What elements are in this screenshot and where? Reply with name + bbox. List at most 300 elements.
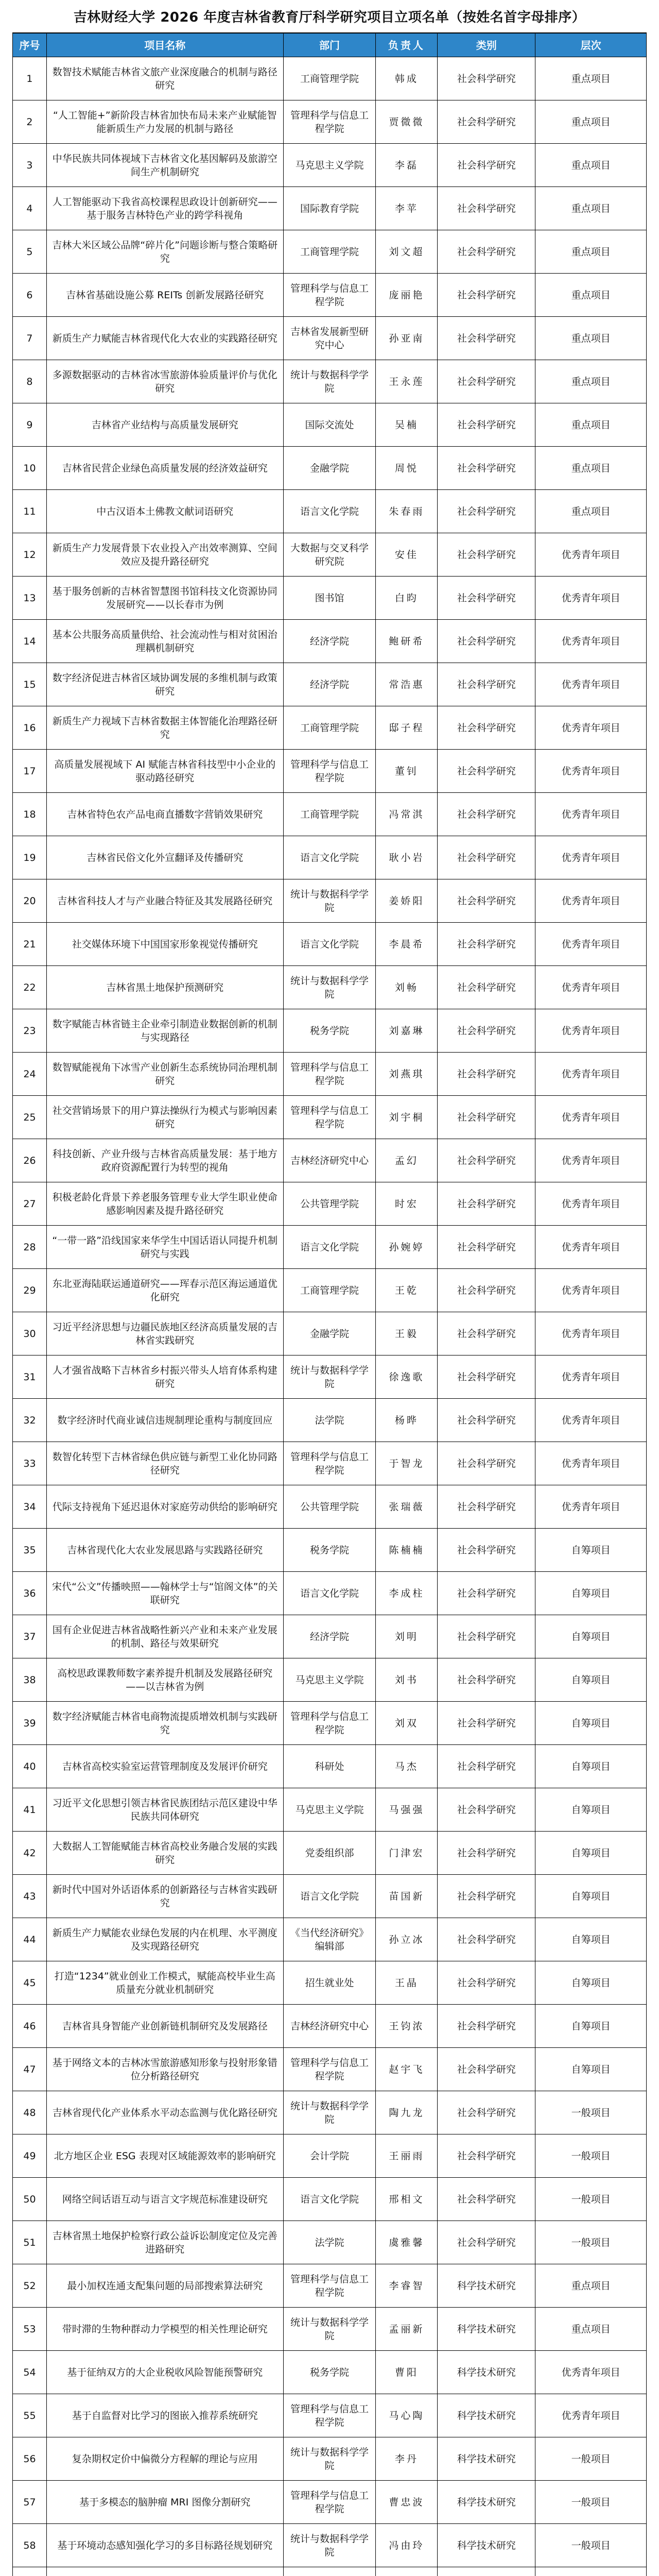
cell-title: 数智化转型下吉林省绿色供应链与新型工业化协同路径研究 <box>47 1442 284 1485</box>
table-row <box>13 1615 647 1658</box>
cell-level: 重点项目 <box>535 2264 647 2308</box>
cell-dept: 科研处 <box>284 1745 376 1788</box>
table-row <box>13 1745 647 1788</box>
cell-lead: 曹忠波 <box>376 2481 438 2524</box>
header-dept: 部门 <box>284 33 376 57</box>
cell-lead: 曹阳 <box>376 2351 438 2394</box>
cell-category: 社会科学研究 <box>438 2091 535 2134</box>
cell-title: 新质生产力视域下吉林省数据主体智能化治理路径研究 <box>47 706 284 750</box>
cell-no: 6 <box>13 274 47 317</box>
cell-no: 8 <box>13 360 47 403</box>
cell-lead: 李磊 <box>376 144 438 187</box>
cell-lead: 鲍研希 <box>376 620 438 663</box>
cell-lead: 白昀 <box>376 577 438 620</box>
cell-lead: 赵宇飞 <box>376 2048 438 2091</box>
cell-dept: 吉林经济研究中心 <box>284 1139 376 1182</box>
table-row <box>13 1918 647 1961</box>
cell-lead <box>376 2567 438 2576</box>
cell-title: 复杂期权定价中偏微分方程解的理论与应用 <box>47 2437 284 2481</box>
cell-level: 优秀青年项目 <box>535 1312 647 1355</box>
cell-title: 积极老龄化背景下养老服务管理专业大学生职业使命感影响因素及提升路径研究 <box>47 1182 284 1226</box>
cell-category: 社会科学研究 <box>438 1788 535 1832</box>
cell-dept: 语言文化学院 <box>284 1875 376 1918</box>
cell-lead: 邸子程 <box>376 706 438 750</box>
cell-title: 吉林省黑土地保护预测研究 <box>47 966 284 1009</box>
cell-no: 37 <box>13 1615 47 1658</box>
cell-dept: 法学院 <box>284 1399 376 1442</box>
cell-level: 优秀青年项目 <box>535 2394 647 2437</box>
cell-title: “一带一路”沿线国家来华学生中国话语认同提升机制研究与实践 <box>47 1226 284 1269</box>
cell-lead: 徐逸歌 <box>376 1355 438 1399</box>
cell-category: 科学技术研究 <box>438 2481 535 2524</box>
cell-category: 社会科学研究 <box>438 1658 535 1702</box>
cell-level: 自筹项目 <box>535 1615 647 1658</box>
cell-dept <box>284 2567 376 2576</box>
cell-no: 58 <box>13 2524 47 2567</box>
cell-no: 47 <box>13 2048 47 2091</box>
cell-category: 社会科学研究 <box>438 1485 535 1529</box>
cell-dept: 管理科学与信息工程学院 <box>284 1702 376 1745</box>
cell-title: 中华民族共同体视域下吉林省文化基因解码及旅游空间生产机制研究 <box>47 144 284 187</box>
table-row <box>13 2524 647 2567</box>
cell-dept: 税务学院 <box>284 2351 376 2394</box>
cell-category: 科学技术研究 <box>438 2264 535 2308</box>
cell-no: 49 <box>13 2134 47 2178</box>
cell-level: 自筹项目 <box>535 2005 647 2048</box>
cell-category: 社会科学研究 <box>438 1009 535 1053</box>
cell-title: 习近平经济思想与边疆民族地区经济高质量发展的吉林省实践研究 <box>47 1312 284 1355</box>
cell-category: 社会科学研究 <box>438 57 535 100</box>
cell-dept: 统计与数据科学学院 <box>284 2091 376 2134</box>
cell-no: 15 <box>13 663 47 706</box>
cell-title: 数智技术赋能吉林省文旅产业深度融合的机制与路径研究 <box>47 57 284 100</box>
cell-dept: 图书馆 <box>284 577 376 620</box>
cell-category: 社会科学研究 <box>438 1312 535 1355</box>
table-row <box>13 2437 647 2481</box>
cell-lead: 王永莲 <box>376 360 438 403</box>
table-row <box>13 2005 647 2048</box>
cell-lead: 李晨希 <box>376 923 438 966</box>
cell-title: 最小加权连通支配集问题的局部搜索算法研究 <box>47 2264 284 2308</box>
cell-dept: 工商管理学院 <box>284 230 376 274</box>
cell-lead: 周悦 <box>376 447 438 490</box>
cell-level: 优秀青年项目 <box>535 1139 647 1182</box>
cell-no: 28 <box>13 1226 47 1269</box>
table-row <box>13 1485 647 1529</box>
table-row <box>13 1269 647 1312</box>
table-row <box>13 2567 647 2576</box>
cell-no: 39 <box>13 1702 47 1745</box>
cell-lead: 耿小岩 <box>376 836 438 879</box>
table-row <box>13 1226 647 1269</box>
cell-dept: 党委组织部 <box>284 1832 376 1875</box>
cell-title <box>47 2567 284 2576</box>
cell-no: 16 <box>13 706 47 750</box>
cell-category: 社会科学研究 <box>438 1745 535 1788</box>
cell-category: 社会科学研究 <box>438 1182 535 1226</box>
cell-category: 社会科学研究 <box>438 403 535 447</box>
cell-dept: 马克思主义学院 <box>284 1788 376 1832</box>
table-row <box>13 2481 647 2524</box>
cell-no: 44 <box>13 1918 47 1961</box>
cell-title: 基本公共服务高质量供给、社会流动性与相对贫困治理耦机制研究 <box>47 620 284 663</box>
table-header-row <box>13 33 647 57</box>
cell-level <box>535 2567 647 2576</box>
cell-no: 52 <box>13 2264 47 2308</box>
cell-dept: 税务学院 <box>284 1009 376 1053</box>
table-row <box>13 57 647 100</box>
cell-lead: 王乾 <box>376 1269 438 1312</box>
table-row <box>13 577 647 620</box>
cell-lead: 孙立冰 <box>376 1918 438 1961</box>
cell-no: 7 <box>13 317 47 360</box>
cell-category: 社会科学研究 <box>438 1918 535 1961</box>
cell-level: 优秀青年项目 <box>535 706 647 750</box>
cell-dept: 管理科学与信息工程学院 <box>284 750 376 793</box>
cell-lead: 门津宏 <box>376 1832 438 1875</box>
cell-category: 科学技术研究 <box>438 2351 535 2394</box>
cell-no: 12 <box>13 533 47 577</box>
table-row <box>13 2221 647 2264</box>
cell-level: 优秀青年项目 <box>535 1009 647 1053</box>
cell-level: 重点项目 <box>535 57 647 100</box>
cell-category: 社会科学研究 <box>438 1832 535 1875</box>
table-row <box>13 1572 647 1615</box>
cell-lead: 刘双 <box>376 1702 438 1745</box>
cell-no: 17 <box>13 750 47 793</box>
cell-dept: 语言文化学院 <box>284 923 376 966</box>
cell-category: 社会科学研究 <box>438 879 535 923</box>
cell-lead: 王毅 <box>376 1312 438 1355</box>
table-row <box>13 2351 647 2394</box>
cell-level: 自筹项目 <box>535 1658 647 1702</box>
cell-category: 社会科学研究 <box>438 100 535 144</box>
table-row <box>13 2048 647 2091</box>
cell-category: 社会科学研究 <box>438 1442 535 1485</box>
cell-lead: 李成柱 <box>376 1572 438 1615</box>
cell-title: 北方地区企业 ESG 表现对区域能源效率的影响研究 <box>47 2134 284 2178</box>
cell-category: 社会科学研究 <box>438 663 535 706</box>
cell-lead: 安佳 <box>376 533 438 577</box>
cell-level: 优秀青年项目 <box>535 577 647 620</box>
cell-category: 社会科学研究 <box>438 2005 535 2048</box>
header-no: 序号 <box>13 33 47 57</box>
cell-no: 22 <box>13 966 47 1009</box>
cell-title: 吉林省民俗文化外宣翻译及传播研究 <box>47 836 284 879</box>
cell-level: 优秀青年项目 <box>535 923 647 966</box>
cell-dept: 统计与数据科学学院 <box>284 966 376 1009</box>
cell-title: 带时滞的生物种群动力学模型的相关性理论研究 <box>47 2308 284 2351</box>
cell-dept: 语言文化学院 <box>284 2178 376 2221</box>
cell-title: 吉林省高校实验室运营管理制度及发展评价研究 <box>47 1745 284 1788</box>
cell-lead: 邢相文 <box>376 2178 438 2221</box>
cell-lead: 姜娇阳 <box>376 879 438 923</box>
cell-lead: 杨晔 <box>376 1399 438 1442</box>
cell-no: 11 <box>13 490 47 533</box>
cell-title: 中古汉语本土佛教文献词语研究 <box>47 490 284 533</box>
cell-lead: 吴楠 <box>376 403 438 447</box>
cell-dept: 法学院 <box>284 2221 376 2264</box>
cell-category: 科学技术研究 <box>438 2437 535 2481</box>
cell-no: 27 <box>13 1182 47 1226</box>
cell-level: 重点项目 <box>535 230 647 274</box>
table-row <box>13 1182 647 1226</box>
cell-title: 打造“1234”就业创业工作模式，赋能高校毕业生高质量充分就业机制研究 <box>47 1961 284 2005</box>
cell-category: 社会科学研究 <box>438 317 535 360</box>
cell-lead: 刘畅 <box>376 966 438 1009</box>
cell-dept: 语言文化学院 <box>284 1572 376 1615</box>
cell-dept: 管理科学与信息工程学院 <box>284 100 376 144</box>
cell-no: 10 <box>13 447 47 490</box>
cell-dept: 统计与数据科学学院 <box>284 1355 376 1399</box>
cell-level: 优秀青年项目 <box>535 1442 647 1485</box>
cell-level: 自筹项目 <box>535 2048 647 2091</box>
table-row <box>13 144 647 187</box>
cell-dept: 语言文化学院 <box>284 490 376 533</box>
cell-lead: 张瑞薇 <box>376 1485 438 1529</box>
cell-title: 吉林省基础设施公募 REITs 创新发展路径研究 <box>47 274 284 317</box>
table-row <box>13 1096 647 1139</box>
cell-title: 高校思政课教师数字素养提升机制及发展路径研究——以吉林省为例 <box>47 1658 284 1702</box>
cell-level: 一般项目 <box>535 2221 647 2264</box>
cell-title: 东北亚海陆联运通道研究——珲春示范区海运通道优化研究 <box>47 1269 284 1312</box>
cell-level: 优秀青年项目 <box>535 1269 647 1312</box>
cell-lead: 陶九龙 <box>376 2091 438 2134</box>
cell-category: 社会科学研究 <box>438 447 535 490</box>
table-row <box>13 793 647 836</box>
cell-level: 重点项目 <box>535 447 647 490</box>
cell-dept: 管理科学与信息工程学院 <box>284 1053 376 1096</box>
table-row <box>13 2091 647 2134</box>
cell-level: 一般项目 <box>535 2524 647 2567</box>
cell-dept: 会计学院 <box>284 2134 376 2178</box>
cell-title: 数字赋能吉林省链主企业牵引制造业数据创新的机制与实现路径 <box>47 1009 284 1053</box>
table-row <box>13 2134 647 2178</box>
table-row <box>13 879 647 923</box>
cell-dept: 管理科学与信息工程学院 <box>284 2264 376 2308</box>
cell-no: 9 <box>13 403 47 447</box>
cell-category: 社会科学研究 <box>438 360 535 403</box>
cell-dept: 大数据与交叉科学研究院 <box>284 533 376 577</box>
cell-no: 45 <box>13 1961 47 2005</box>
table-row <box>13 1832 647 1875</box>
cell-lead: 刘明 <box>376 1615 438 1658</box>
cell-title: 宋代“公文”传播映照——翰林学士与“馆阁文体”的关联研究 <box>47 1572 284 1615</box>
cell-title: 代际支持视角下延迟退休对家庭劳动供给的影响研究 <box>47 1485 284 1529</box>
cell-title: 社交营销场景下的用户算法操纵行为模式与影响因素研究 <box>47 1096 284 1139</box>
table-row <box>13 620 647 663</box>
table-row <box>13 2394 647 2437</box>
cell-level: 自筹项目 <box>535 1745 647 1788</box>
cell-no: 31 <box>13 1355 47 1399</box>
cell-dept: 管理科学与信息工程学院 <box>284 2394 376 2437</box>
cell-level: 优秀青年项目 <box>535 1399 647 1442</box>
cell-dept: 统计与数据科学学院 <box>284 2308 376 2351</box>
cell-dept: 经济学院 <box>284 1615 376 1658</box>
cell-level: 重点项目 <box>535 317 647 360</box>
cell-title: 吉林省特色农产品电商直播数字营销效果研究 <box>47 793 284 836</box>
table-row <box>13 1442 647 1485</box>
cell-lead: 孙亚南 <box>376 317 438 360</box>
cell-category: 社会科学研究 <box>438 1355 535 1399</box>
cell-category: 社会科学研究 <box>438 533 535 577</box>
cell-no: 21 <box>13 923 47 966</box>
cell-dept: 经济学院 <box>284 663 376 706</box>
cell-level: 优秀青年项目 <box>535 1485 647 1529</box>
cell-lead: 王丽雨 <box>376 2134 438 2178</box>
table-row <box>13 1009 647 1053</box>
cell-level: 优秀青年项目 <box>535 836 647 879</box>
cell-dept: 管理科学与信息工程学院 <box>284 1096 376 1139</box>
cell-title: 吉林大米区域公品牌“碎片化”问题诊断与整合策略研究 <box>47 230 284 274</box>
cell-level: 自筹项目 <box>535 1832 647 1875</box>
cell-dept: 金融学院 <box>284 447 376 490</box>
cell-level: 一般项目 <box>535 2437 647 2481</box>
cell-lead: 刘燕琪 <box>376 1053 438 1096</box>
cell-dept: 马克思主义学院 <box>284 144 376 187</box>
cell-no: 24 <box>13 1053 47 1096</box>
cell-level: 自筹项目 <box>535 1529 647 1572</box>
cell-lead: 孟丽新 <box>376 2308 438 2351</box>
cell-title: 吉林省现代化大农业发展思路与实践路径研究 <box>47 1529 284 1572</box>
cell-dept: 吉林省发展新型研究中心 <box>284 317 376 360</box>
cell-title: 吉林省黑土地保护检察行政公益诉讼制度定位及完善进路研究 <box>47 2221 284 2264</box>
cell-level: 自筹项目 <box>535 1572 647 1615</box>
document-title: 吉林财经大学 2026 年度吉林省教育厅科学研究项目立项名单（按姓名首字母排序） <box>73 10 586 25</box>
cell-no: 5 <box>13 230 47 274</box>
cell-no: 56 <box>13 2437 47 2481</box>
cell-category: 科学技术研究 <box>438 2308 535 2351</box>
cell-lead: 冯常淇 <box>376 793 438 836</box>
cell-level: 优秀青年项目 <box>535 1355 647 1399</box>
cell-level: 重点项目 <box>535 360 647 403</box>
cell-dept: 语言文化学院 <box>284 1226 376 1269</box>
cell-no: 46 <box>13 2005 47 2048</box>
cell-dept: 管理科学与信息工程学院 <box>284 274 376 317</box>
cell-lead: 王钧浓 <box>376 2005 438 2048</box>
cell-dept: 统计与数据科学学院 <box>284 2437 376 2481</box>
cell-title: 新质生产力赋能农业绿色发展的内在机理、水平测度及实现路径研究 <box>47 1918 284 1961</box>
cell-category: 科学技术研究 <box>438 2524 535 2567</box>
cell-category: 社会科学研究 <box>438 1226 535 1269</box>
cell-dept: 金融学院 <box>284 1312 376 1355</box>
cell-lead: 于智龙 <box>376 1442 438 1485</box>
cell-dept: 管理科学与信息工程学院 <box>284 1442 376 1485</box>
cell-dept: 招生就业处 <box>284 1961 376 2005</box>
cell-category: 社会科学研究 <box>438 1961 535 2005</box>
cell-title: 吉林省具身智能产业创新链机制研究及发展路径 <box>47 2005 284 2048</box>
table-row <box>13 2178 647 2221</box>
cell-dept: 统计与数据科学学院 <box>284 2524 376 2567</box>
table-row <box>13 750 647 793</box>
cell-title: 社交媒体环境下中国国家形象视觉传播研究 <box>47 923 284 966</box>
cell-no: 29 <box>13 1269 47 1312</box>
table-row <box>13 317 647 360</box>
cell-category: 社会科学研究 <box>438 1053 535 1096</box>
cell-no: 34 <box>13 1485 47 1529</box>
cell-level: 优秀青年项目 <box>535 620 647 663</box>
cell-category: 社会科学研究 <box>438 1529 535 1572</box>
cell-lead: 李睿智 <box>376 2264 438 2308</box>
table-row <box>13 360 647 403</box>
cell-no: 13 <box>13 577 47 620</box>
cell-level: 优秀青年项目 <box>535 879 647 923</box>
cell-title: 高质量发展视域下 AI 赋能吉林省科技型中小企业的驱动路径研究 <box>47 750 284 793</box>
cell-category: 社会科学研究 <box>438 1399 535 1442</box>
cell-title: 基于环境动态感知强化学习的多目标路径规划研究 <box>47 2524 284 2567</box>
cell-lead: 时宏 <box>376 1182 438 1226</box>
cell-lead: 刘书 <box>376 1658 438 1702</box>
cell-no: 32 <box>13 1399 47 1442</box>
cell-category: 社会科学研究 <box>438 1615 535 1658</box>
cell-dept: 吉林经济研究中心 <box>284 2005 376 2048</box>
cell-category: 社会科学研究 <box>438 1875 535 1918</box>
cell-level: 一般项目 <box>535 2178 647 2221</box>
cell-level: 重点项目 <box>535 403 647 447</box>
cell-no: 23 <box>13 1009 47 1053</box>
cell-title: 基于服务创新的吉林省智慧图书馆科技文化资源协同发展研究——以长春市为例 <box>47 577 284 620</box>
cell-title: 大数据人工智能赋能吉林省高校业务融合发展的实践研究 <box>47 1832 284 1875</box>
cell-dept: 管理科学与信息工程学院 <box>284 2048 376 2091</box>
cell-dept: 公共管理学院 <box>284 1182 376 1226</box>
cell-no: 4 <box>13 187 47 230</box>
project-table <box>12 32 647 2576</box>
cell-category: 社会科学研究 <box>438 1269 535 1312</box>
cell-dept: 统计与数据科学学院 <box>284 360 376 403</box>
table-row <box>13 490 647 533</box>
cell-title: 吉林省民营企业绿色高质量发展的经济效益研究 <box>47 447 284 490</box>
cell-level: 重点项目 <box>535 100 647 144</box>
cell-category: 科学技术研究 <box>438 2394 535 2437</box>
cell-dept: 马克思主义学院 <box>284 1658 376 1702</box>
cell-no: 35 <box>13 1529 47 1572</box>
cell-dept: 公共管理学院 <box>284 1485 376 1529</box>
cell-no: 55 <box>13 2394 47 2437</box>
table-row <box>13 1399 647 1442</box>
table-row <box>13 274 647 317</box>
cell-category: 社会科学研究 <box>438 1702 535 1745</box>
table-row <box>13 1139 647 1182</box>
cell-level: 自筹项目 <box>535 1918 647 1961</box>
cell-no: 40 <box>13 1745 47 1788</box>
cell-lead: 王晶 <box>376 1961 438 2005</box>
cell-category: 社会科学研究 <box>438 966 535 1009</box>
cell-title: 习近平文化思想引领吉林省民族团结示范区建设中华民族共同体研究 <box>47 1788 284 1832</box>
cell-no: 48 <box>13 2091 47 2134</box>
cell-level: 重点项目 <box>535 2308 647 2351</box>
table-row <box>13 1529 647 1572</box>
cell-category: 社会科学研究 <box>438 144 535 187</box>
cell-title: “人工智能+”新阶段吉林省加快布局未来产业赋能智能新质生产力发展的机制与路径 <box>47 100 284 144</box>
cell-title: 基于网络文本的吉林冰雪旅游感知形象与投射形象错位分析路径研究 <box>47 2048 284 2091</box>
cell-lead: 虞雅馨 <box>376 2221 438 2264</box>
cell-title: 吉林省现代化产业体系水平动态监测与优化路径研究 <box>47 2091 284 2134</box>
cell-dept: 管理科学与信息工程学院 <box>284 2481 376 2524</box>
cell-category: 社会科学研究 <box>438 2134 535 2178</box>
table-row <box>13 533 647 577</box>
table-row <box>13 663 647 706</box>
cell-lead: 马杰 <box>376 1745 438 1788</box>
cell-dept: 税务学院 <box>284 1529 376 1572</box>
cell-no: 38 <box>13 1658 47 1702</box>
cell-lead: 孟幻 <box>376 1139 438 1182</box>
cell-category: 社会科学研究 <box>438 274 535 317</box>
cell-no <box>13 2567 47 2576</box>
table-row <box>13 923 647 966</box>
cell-level: 优秀青年项目 <box>535 1226 647 1269</box>
cell-lead: 马心陶 <box>376 2394 438 2437</box>
cell-level: 一般项目 <box>535 2091 647 2134</box>
